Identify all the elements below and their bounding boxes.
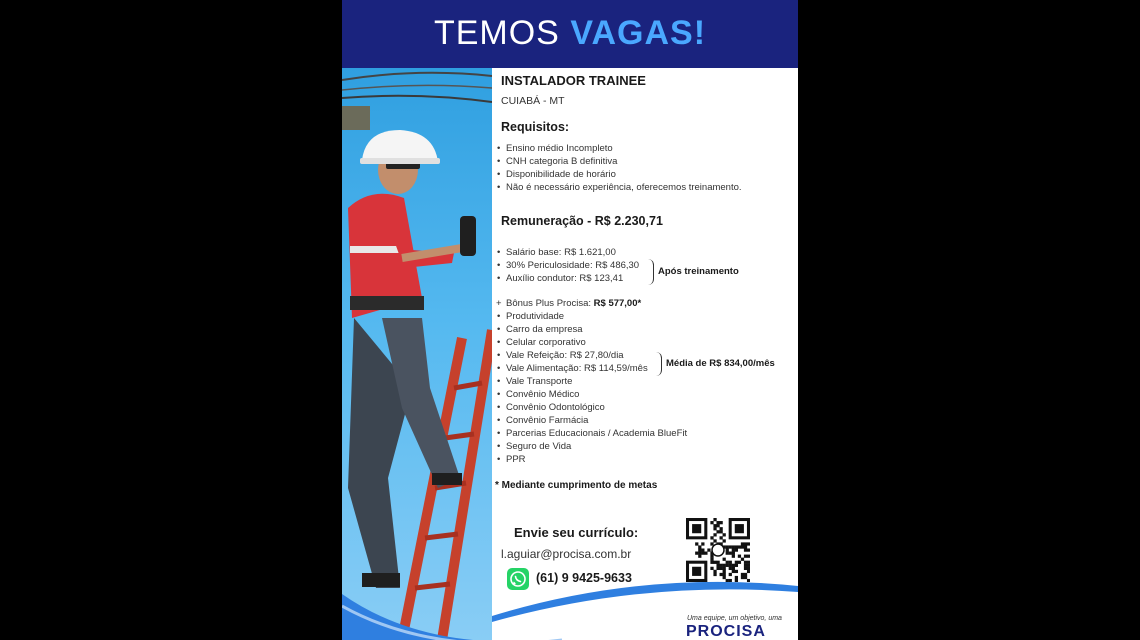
requirement-item: • CNH categoria B definitiva xyxy=(506,156,617,167)
requirements-heading: Requisitos: xyxy=(501,120,570,134)
footnote: * Mediante cumprimento de metas xyxy=(495,480,658,491)
benefit-item: • Parcerias Educacionais / Academia BlueFit xyxy=(506,428,687,439)
requirement-item: • Disponibilidade de horário xyxy=(506,169,616,180)
header-banner xyxy=(342,0,798,68)
benefit-item: • Vale Alimentação: R$ 114,59/mês xyxy=(506,363,648,374)
pay-group-label: Após treinamento xyxy=(658,266,739,277)
pay-heading: Remuneração - R$ 2.230,71 xyxy=(501,214,663,228)
benefit-item: • Seguro de Vida xyxy=(506,441,571,452)
benefit-item: • Produtividade xyxy=(506,311,564,322)
job-poster xyxy=(342,0,798,640)
requirement-item: • Não é necessário experiência, oferecemos treinamento. xyxy=(506,182,742,193)
job-title: INSTALADOR TRAINEE xyxy=(501,73,646,88)
worker-photo xyxy=(342,68,492,640)
benefit-brace xyxy=(656,352,662,376)
pay-brace xyxy=(648,259,654,285)
benefit-item: • Convênio Odontológico xyxy=(506,402,605,413)
pay-item: • Auxílio condutor: R$ 123,41 xyxy=(506,273,623,284)
brand-tagline: Uma equipe, um objetivo, uma xyxy=(687,615,782,622)
benefit-item: • Vale Transporte xyxy=(506,376,572,387)
banner-prefix: TEMOS xyxy=(433,14,560,52)
requirement-item: • Ensino médio Incompleto xyxy=(506,143,613,154)
benefit-item: • Convênio Médico xyxy=(506,389,579,400)
contact-email[interactable]: l.aguiar@procisa.com.br xyxy=(501,547,632,561)
job-location: CUIABÁ - MT xyxy=(501,95,565,107)
benefit-item: • Convênio Farmácia xyxy=(506,415,588,426)
bonus-value: R$ 577,00* xyxy=(593,298,642,309)
brand-logo: PROCISA xyxy=(686,623,766,640)
pay-item: • Salário base: R$ 1.621,00 xyxy=(506,247,616,258)
benefit-item: • PPR xyxy=(506,454,526,465)
benefit-item: • Celular corporativo xyxy=(506,337,586,348)
banner-title xyxy=(342,11,798,55)
benefit-item: • Carro da empresa xyxy=(506,324,583,335)
pay-item: • 30% Periculosidade: R$ 486,30 xyxy=(506,260,639,271)
bonus-label: Bônus Plus Procisa: xyxy=(506,298,594,309)
benefit-group-label: Média de R$ 834,00/mês xyxy=(666,358,775,369)
banner-accent: VAGAS! xyxy=(570,14,707,52)
cta-heading: Envie seu currículo: xyxy=(514,525,639,540)
bonus-item xyxy=(506,298,641,309)
benefit-item: • Vale Refeição: R$ 27,80/dia xyxy=(506,350,624,361)
contact-phone[interactable]: (61) 9 9425-9633 xyxy=(536,571,632,585)
